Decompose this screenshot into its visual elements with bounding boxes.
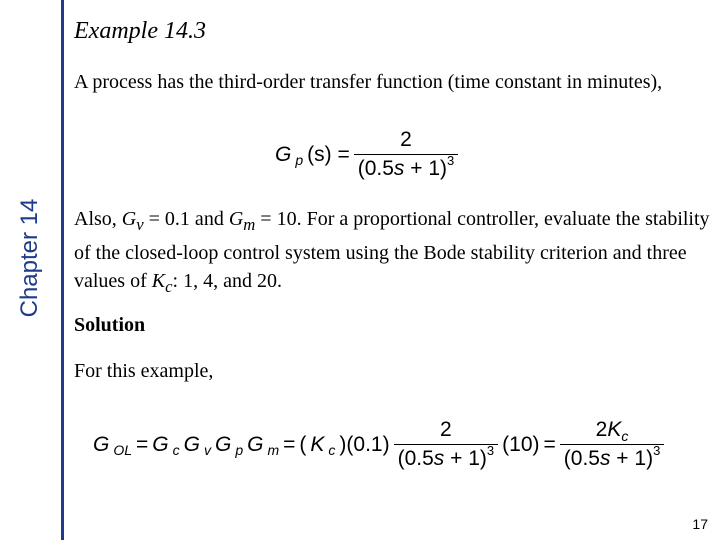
- kc-eq-subscript: c: [328, 441, 336, 458]
- frac1-numerator: 2: [440, 418, 452, 441]
- slide-title: Example 14.3: [74, 18, 206, 44]
- chapter-label: Chapter 14: [16, 198, 43, 318]
- sidebar-divider: [61, 0, 64, 540]
- gol-fraction-2: [560, 418, 665, 471]
- gm-eq-symbol: G: [247, 432, 264, 456]
- open-loop-transfer-function-equation: [93, 418, 664, 471]
- frac2-den-s: s: [599, 447, 611, 470]
- kc-open-paren: (: [299, 432, 307, 456]
- gp-numerator: 2: [400, 128, 412, 151]
- equals-sign-2: =: [283, 432, 296, 456]
- intro-paragraph: A process has the third-order transfer function (time constant in minutes),: [74, 71, 663, 93]
- gc-symbol: G: [152, 432, 169, 456]
- frac2-exponent: 3: [653, 443, 661, 458]
- frac2-numerator: [560, 418, 665, 444]
- gp-fraction: [354, 128, 459, 181]
- frac2-num-coef: 2: [595, 418, 608, 441]
- gv-value-text: = 0.1 and: [143, 208, 229, 230]
- gv-subscript: v: [136, 215, 144, 234]
- frac1-denominator: [394, 444, 499, 471]
- sensor-gain-term: (10): [502, 432, 540, 456]
- gp-den-exponent: 3: [447, 153, 455, 168]
- equals-sign-1: =: [136, 432, 149, 456]
- gp-eq-symbol: G: [214, 432, 232, 456]
- process-transfer-function-equation: [275, 128, 458, 181]
- gol-subscript: OL: [113, 441, 133, 458]
- kc-subscript: c: [165, 277, 173, 296]
- page-number: 17: [692, 516, 708, 532]
- gm-subscript: m: [243, 215, 256, 234]
- frac2-den-close: + 1): [610, 447, 654, 470]
- equals-sign-3: =: [543, 432, 556, 456]
- gv-eq-symbol: G: [183, 432, 200, 456]
- gv-symbol: G: [121, 208, 137, 230]
- kc-eq-symbol: K: [310, 432, 325, 456]
- gp-den-open: (0.5: [357, 157, 394, 180]
- gp-subscript: p: [295, 151, 304, 168]
- gc-subscript: c: [172, 441, 180, 458]
- frac2-num-subscript: c: [621, 428, 629, 444]
- gm-symbol: G: [228, 208, 244, 230]
- gv-eq-subscript: v: [203, 441, 211, 458]
- chapter-sidebar: [0, 0, 60, 540]
- gp-symbol: G: [275, 142, 292, 166]
- frac2-denominator: [560, 444, 665, 471]
- also-text: Also,: [74, 208, 122, 230]
- solution-heading: Solution: [74, 314, 146, 336]
- gp-denominator: [354, 154, 459, 181]
- frac1-den-open: (0.5: [397, 447, 434, 470]
- gol-symbol: G: [93, 432, 110, 456]
- gp-eq-subscript: p: [235, 441, 244, 458]
- frac1-den-close: + 1): [444, 447, 487, 470]
- gp-den-s: s: [393, 157, 405, 180]
- gp-argument: (s) =: [307, 142, 350, 166]
- example-text: For this example,: [74, 360, 214, 382]
- frac1-exponent: 3: [486, 443, 495, 458]
- gol-fraction-1: [394, 418, 499, 471]
- parameters-paragraph: [74, 205, 714, 301]
- frac1-den-s: s: [433, 447, 445, 470]
- frac2-num-k: K: [607, 418, 622, 441]
- frac2-den-open: (0.5: [563, 447, 600, 470]
- gm-eq-subscript: m: [267, 441, 280, 458]
- gm-value-text: = 10. For a proportional controller, evaluate the stability of the closed-loop control system using the Bode stability criterion and three values of: [74, 208, 710, 292]
- gp-den-close: + 1): [404, 157, 448, 180]
- kc-values-text: : 1, 4, and 20.: [172, 270, 282, 292]
- kc-gain-term: )(0.1): [339, 432, 390, 456]
- kc-symbol: K: [151, 270, 166, 292]
